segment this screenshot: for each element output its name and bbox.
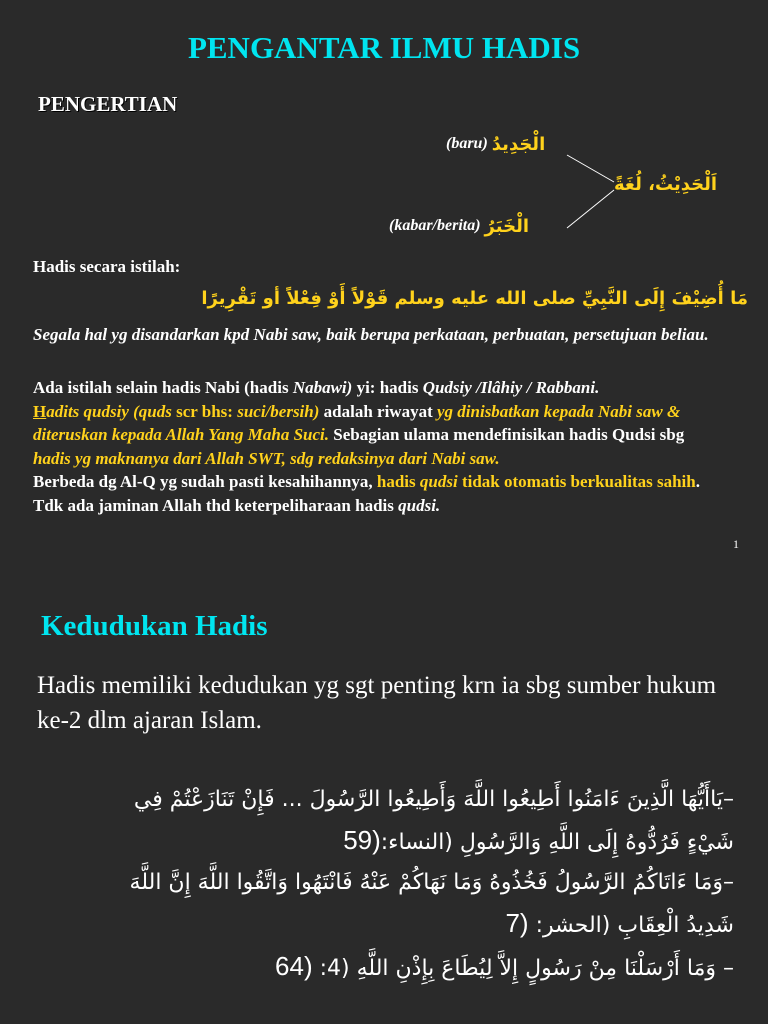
verse-number: 64) bbox=[275, 951, 313, 981]
verse-number: 59) bbox=[343, 825, 381, 855]
quran-verses bbox=[34, 780, 734, 989]
body-paragraphs bbox=[33, 376, 723, 517]
paren-open: ( bbox=[389, 217, 395, 235]
text: yi: hadis bbox=[352, 378, 423, 397]
verse-reference: (4: bbox=[319, 956, 350, 981]
paragraph-hadits-qudsiy bbox=[33, 400, 723, 471]
istilah-label: Hadis secara istilah: bbox=[33, 257, 181, 276]
paragraph-berbeda bbox=[33, 470, 723, 517]
text-italic: Qudsiy /Ilâhiy / Rabbani. bbox=[422, 378, 600, 397]
text-highlight: scr bhs: bbox=[171, 401, 238, 421]
text-highlight: qudsi bbox=[419, 472, 458, 491]
arabic-al-hadith-lughah: اَلْحَدِيْثُ، لُغَةً bbox=[614, 174, 718, 195]
dash: – bbox=[723, 870, 734, 895]
text-italic: Nabawi) bbox=[292, 378, 353, 397]
meaning-baru bbox=[446, 134, 545, 155]
dash: – bbox=[723, 787, 734, 812]
text: Ada istilah selain hadis Nabi (hadis bbox=[33, 378, 293, 397]
text: Sebagian ulama mendefinisikan hadis Qudsi sbg bbox=[329, 425, 685, 444]
verse-text: شَيْءٍ فَرُدُّوهُ إِلَى اللَّهِ وَالرَّسُولِ bbox=[459, 830, 734, 855]
text-italic: qudsi. bbox=[398, 495, 441, 515]
istilah-arabic: مَا أُضِيْفَ إِلَى النَّبِيِّ صلى الله عليه وسلم قَوْلاً أَوْ فِعْلاً أو تَقْرِيرًا bbox=[201, 288, 748, 309]
paren-open: ( bbox=[446, 135, 452, 153]
section-heading: PENGERTIAN bbox=[38, 92, 178, 116]
verse-text: وَمَا أَرْسَلْنَا مِنْ رَسُولٍ إِلاَّ لِيُطَاعَ بِإِذْنِ اللَّهِ bbox=[356, 956, 716, 981]
text: . Tdk ada jaminan Allah thd keterpeliharaan hadis bbox=[33, 472, 700, 515]
kedudukan-paragraph: Hadis memiliki kedudukan yg sgt penting krn ia sbg sumber hukum ke-2 dlm ajaran Islam. bbox=[37, 672, 717, 734]
verse-an-nisa-line-2 bbox=[34, 820, 734, 863]
text: Berbeda dg Al-Q yg sudah pasti kesahihannya, bbox=[33, 472, 377, 491]
text: adalah riwayat bbox=[319, 401, 437, 421]
text-highlight: H bbox=[33, 401, 47, 421]
text-highlight: hadis bbox=[376, 472, 420, 491]
dash: – bbox=[723, 956, 734, 981]
text-highlight: adits qudsiy (quds bbox=[46, 401, 172, 421]
arabic-al-jadid: الْجَدِيدُ bbox=[491, 134, 546, 155]
slide-title: Kedudukan Hadis bbox=[41, 610, 268, 642]
meaning-kabar bbox=[389, 216, 529, 237]
verse-text: شَدِيدُ الْعِقَابِ bbox=[617, 913, 734, 938]
verse-number: 7) bbox=[505, 908, 529, 938]
verse-al-hashr-line-2 bbox=[34, 903, 734, 946]
text-highlight: tidak otomatis berkualitas sahih bbox=[457, 472, 696, 491]
paren-close: ) bbox=[475, 217, 481, 235]
text-highlight: hadis yg maknanya dari Allah SWT, sdg redaksinya dari Nabi saw. bbox=[33, 448, 500, 468]
connector-lines bbox=[0, 0, 768, 260]
paragraph-istilah-lain bbox=[33, 376, 723, 400]
latin-baru: baru bbox=[451, 135, 483, 153]
text-highlight: suci/bersih) bbox=[237, 401, 320, 421]
slide-title: PENGANTAR ILMU HADIS bbox=[187, 30, 581, 65]
verse-text: يَاأَيُّهَا الَّذِينَ ءَامَنُوا أَطِيعُوا اللَّهَ وَأَطِيعُوا الرَّسُولَ ... فَإِنْ تَنَازَعْتُمْ فِي bbox=[133, 787, 723, 812]
latin-kabar: kabar/berita bbox=[394, 217, 476, 235]
arabic-al-khabar: الْخَبَرُ bbox=[484, 216, 529, 237]
meaning-lughah bbox=[614, 174, 717, 195]
paren-close: ) bbox=[482, 135, 488, 153]
slide-kedudukan bbox=[0, 580, 768, 1024]
verse-an-nisa-line-1 bbox=[34, 780, 734, 820]
verse-al-hashr-line-1 bbox=[34, 863, 734, 903]
verse-reference: (النساء: bbox=[380, 830, 453, 855]
istilah-translation: Segala hal yg disandarkan kpd Nabi saw, baik berupa perkataan, perbuatan, persetujuan beliau. bbox=[33, 325, 709, 344]
verse-4-64 bbox=[34, 946, 734, 989]
verse-text: وَمَا ءَاتَاكُمُ الرَّسُولُ فَخُذُوهُ وَمَا نَهَاكُمْ عَنْهُ فَانْتَهُوا وَاتَّقُوا اللَّهَ إِنَّ اللَّهَ bbox=[129, 870, 723, 895]
page-number: 1 bbox=[733, 537, 739, 551]
text-highlight: yg dinisbatkan kepada Nabi saw & diteruskan kepada Allah Yang Maha Suci. bbox=[33, 401, 681, 444]
verse-reference: (الحشر: bbox=[535, 913, 611, 938]
